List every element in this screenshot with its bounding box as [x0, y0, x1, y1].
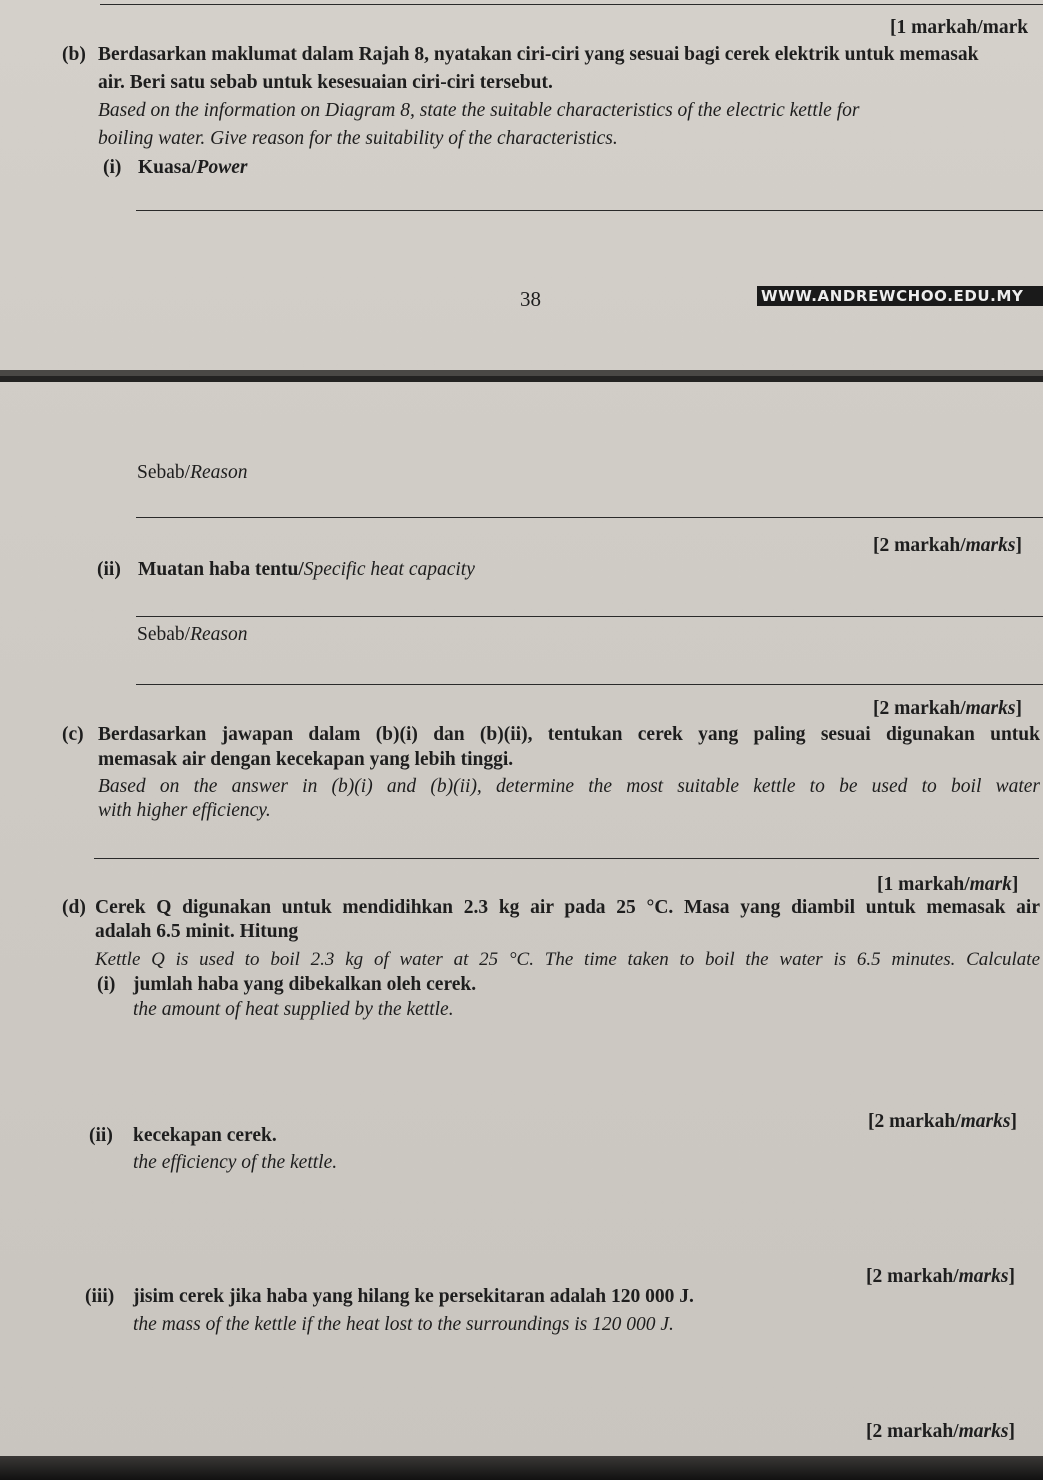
answer-line-c	[94, 858, 1039, 859]
question-d-malay-line-1: Cerek Q digunakan untuk mendidihkan 2.3 kg air pada 25 °C. Masa yang diambil untuk memasak air	[95, 897, 1040, 918]
question-b-english-line-2: boiling water. Give reason for the suitability of the characteristics.	[98, 128, 618, 149]
question-b-label: (b)	[62, 44, 86, 65]
mark-allocation-b-i	[873, 534, 1022, 558]
mark-b-ii-malay: [2 markah/	[873, 698, 966, 719]
question-b-ii-label: (ii)	[97, 559, 121, 580]
mark-d-ii-close: ]	[1008, 1266, 1015, 1287]
question-c-english-line-1: Based on the answer in (b)(i) and (b)(ii), determine the most suitable kettle to be used to boil water	[98, 776, 1040, 797]
reason-malay-2: Sebab/	[137, 624, 191, 645]
mark-b-i-close: ]	[1015, 535, 1022, 556]
answer-line-power-reason	[136, 517, 1043, 518]
reason-heading-2	[137, 623, 247, 647]
mark-allocation-previous: [1 markah/mark	[890, 17, 1029, 38]
question-b-ii-heading	[138, 558, 475, 582]
reason-english-2: Reason	[190, 624, 248, 645]
question-b-ii-malay: Muatan haba tentu/	[138, 559, 304, 580]
mark-d-i-english: marks	[960, 1111, 1011, 1132]
question-d-iii-label: (iii)	[85, 1286, 115, 1307]
question-d-label: (d)	[62, 897, 86, 918]
question-d-i-label: (i)	[97, 974, 116, 995]
question-b-i-label: (i)	[103, 157, 122, 178]
mark-b-i-english: marks	[965, 535, 1016, 556]
top-border-line	[100, 4, 1043, 5]
mark-d-i-close: ]	[1010, 1111, 1017, 1132]
mark-d-ii-malay: [2 markah/	[866, 1266, 959, 1287]
mark-allocation-c	[877, 873, 1018, 897]
question-b-english-line-1: Based on the information on Diagram 8, state the suitable characteristics of the electric kettle for	[98, 100, 860, 121]
answer-line-power	[136, 210, 1043, 211]
question-c-label: (c)	[62, 724, 84, 745]
mark-d-iii-malay: [2 markah/	[866, 1421, 959, 1442]
mark-d-ii-english: marks	[958, 1266, 1009, 1287]
question-d-iii-malay: jisim cerek jika haba yang hilang ke persekitaran adalah 120 000 J.	[133, 1286, 694, 1307]
question-b-malay-line-1: Berdasarkan maklumat dalam Rajah 8, nyatakan ciri-ciri yang sesuai bagi cerek elektrik untuk memasak	[98, 44, 979, 65]
question-d-english-line-1: Kettle Q is used to boil 2.3 kg of water at 25 °C. The time taken to boil the water is 6.5 minutes. Calculate	[95, 949, 1040, 970]
mark-allocation-d-iii	[866, 1420, 1015, 1444]
question-c-english-line-2: with higher efficiency.	[98, 800, 271, 821]
question-c-malay-line-2: memasak air dengan kecekapan yang lebih tinggi.	[98, 749, 514, 770]
mark-allocation-b-ii	[873, 697, 1022, 721]
question-d-iii-english: the mass of the kettle if the heat lost to the surroundings is 120 000 J.	[133, 1314, 674, 1335]
question-b-i-heading	[138, 156, 247, 180]
question-d-i-english: the amount of heat supplied by the kettle.	[133, 999, 454, 1020]
mark-b-i-malay: [2 markah/	[873, 535, 966, 556]
bottom-page-edge	[0, 1456, 1043, 1480]
reason-heading-1	[137, 461, 247, 485]
mark-allocation-d-ii	[866, 1265, 1015, 1289]
question-d-malay-line-2: adalah 6.5 minit. Hitung	[95, 921, 299, 942]
mark-c-close: ]	[1011, 874, 1019, 895]
question-d-i-malay: jumlah haba yang dibekalkan oleh cerek.	[133, 974, 477, 995]
mark-b-ii-english: marks	[965, 698, 1016, 719]
question-d-ii-label: (ii)	[89, 1125, 113, 1146]
mark-d-iii-close: ]	[1008, 1421, 1015, 1442]
reason-malay-1: Sebab/	[137, 462, 191, 483]
mark-c-malay: [1 markah/	[877, 874, 970, 895]
mark-c-english: mark	[969, 874, 1012, 895]
mark-d-i-malay: [2 markah/	[868, 1111, 961, 1132]
footer-website-banner: WWW.ANDREWCHOO.EDU.MY	[757, 286, 1043, 306]
mark-d-iii-english: marks	[958, 1421, 1009, 1442]
answer-line-specific-heat-reason	[136, 684, 1043, 685]
question-b-ii-english: Specific heat capacity	[303, 559, 475, 580]
page-divider-bar	[0, 376, 1043, 382]
question-d-ii-malay: kecekapan cerek.	[133, 1125, 277, 1146]
page-number: 38	[520, 287, 541, 311]
question-b-malay-line-2: air. Beri satu sebab untuk kesesuaian ciri-ciri tersebut.	[98, 72, 553, 93]
question-c-malay-line-1: Berdasarkan jawapan dalam (b)(i) dan (b)(ii), tentukan cerek yang paling sesuai digunakan untuk	[98, 724, 1040, 745]
question-d-ii-english: the efficiency of the kettle.	[133, 1152, 338, 1173]
question-b-i-malay: Kuasa/	[138, 157, 197, 178]
question-b-i-english: Power	[196, 157, 248, 178]
mark-allocation-d-i	[868, 1110, 1017, 1134]
reason-english-1: Reason	[190, 462, 248, 483]
answer-line-specific-heat	[136, 616, 1043, 617]
mark-b-ii-close: ]	[1015, 698, 1022, 719]
